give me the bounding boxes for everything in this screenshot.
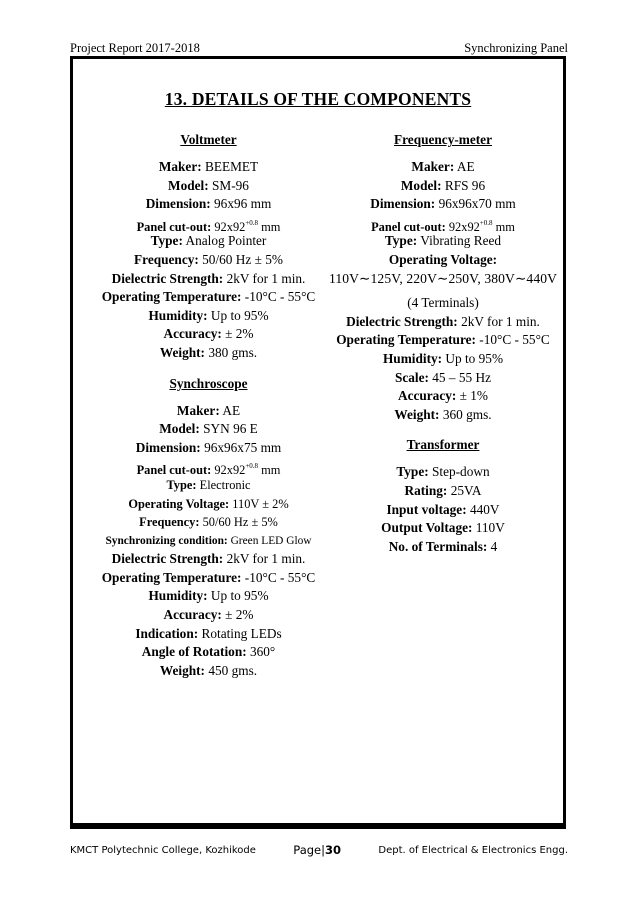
running-header	[70, 40, 568, 56]
spec-key: Operating Temperature:	[101, 569, 242, 585]
spec-key: Type:	[384, 233, 418, 249]
spec-value: SYN 96 E	[203, 421, 258, 437]
spec-key: Dielectric Strength:	[346, 313, 458, 329]
spec-row	[80, 344, 337, 363]
spec-row	[323, 519, 563, 538]
spec-value: Step-down	[431, 464, 490, 480]
left-column	[80, 131, 337, 680]
spec-row	[80, 288, 337, 307]
spec-value: 440V	[469, 501, 500, 517]
spec-key: Indication:	[135, 625, 199, 641]
spec-row	[80, 439, 337, 458]
spec-value: -10°C - 55°C	[244, 289, 316, 305]
spec-key: Weight:	[159, 662, 205, 678]
spec-row	[323, 177, 563, 196]
spec-value: Vibrating Reed	[420, 233, 502, 249]
footer-department: Dept. of Electrical & Electronics Engg.	[378, 844, 568, 856]
section-title	[73, 89, 563, 110]
spec-value: 4	[490, 538, 498, 554]
spec-key: Operating Voltage:	[128, 496, 230, 511]
page-number-value: 30	[325, 843, 342, 857]
spec-value: 92x92	[214, 463, 246, 478]
spec-unit: mm	[261, 463, 281, 478]
footer-college: KMCT Polytechnic College, Kozhikode	[70, 844, 256, 856]
terminals-note: (4 Terminals)	[407, 295, 479, 311]
spec-value: 50/60 Hz ± 5%	[202, 515, 278, 530]
spec-value: 110V ± 2%	[232, 496, 289, 511]
spec-key: Accuracy:	[397, 388, 457, 404]
spec-value: 2kV for 1 min.	[461, 313, 540, 329]
spec-row	[323, 463, 563, 482]
spec-value: 96x96 mm	[214, 196, 272, 212]
spec-key: Input voltage:	[386, 501, 467, 517]
spec-key: Dimension:	[370, 196, 436, 212]
spec-row	[80, 550, 337, 569]
spec-key: Frequency:	[134, 251, 199, 267]
spacer	[323, 424, 563, 436]
spec-key: Synchronizing condition:	[105, 534, 228, 547]
spec-key: Angle of Rotation:	[141, 644, 247, 660]
spec-key: Dimension:	[135, 439, 201, 455]
spec-row	[323, 214, 563, 233]
spec-key: Panel cut-out:	[136, 219, 212, 234]
spec-value: AE	[456, 159, 475, 174]
spec-row	[80, 625, 337, 644]
spec-row	[80, 513, 337, 532]
spec-key: Dimension:	[145, 196, 211, 212]
spec-row	[80, 569, 337, 588]
spec-key: Output Voltage:	[381, 520, 473, 536]
spec-value: Analog Pointer	[185, 233, 267, 249]
spec-value: 50/60 Hz ± 5%	[202, 251, 283, 267]
spec-row	[80, 402, 337, 421]
spec-row	[323, 313, 563, 332]
spec-value: AE	[222, 402, 241, 418]
spec-key: Type:	[166, 477, 197, 492]
spec-row	[80, 643, 337, 662]
tolerance-superscript: +0.8	[245, 218, 259, 227]
tolerance-superscript: +0.8	[245, 462, 259, 471]
spec-key: Humidity:	[382, 350, 443, 366]
spec-key: Model:	[159, 421, 200, 437]
spec-row	[323, 251, 563, 270]
spec-key: Maker:	[411, 159, 455, 174]
spec-value: 110V	[475, 520, 505, 536]
header-project-report: Project Report 2017-2018	[70, 41, 200, 55]
spec-value: -10°C - 55°C	[244, 569, 316, 585]
spec-row	[80, 495, 337, 514]
synchroscope-specs	[80, 402, 337, 681]
voltage-ranges: 110V∼125V, 220V∼250V, 380V∼440V	[328, 270, 558, 286]
spec-row	[80, 195, 337, 214]
spec-row	[80, 457, 337, 476]
spec-key: Scale:	[394, 369, 429, 385]
spec-row	[80, 232, 337, 251]
spec-key: Dielectric Strength:	[111, 270, 224, 286]
spec-value: Rotating LEDs	[201, 625, 282, 641]
spec-row	[80, 307, 337, 326]
spec-row	[80, 214, 337, 233]
spec-row	[80, 325, 337, 344]
frequency-meter-heading: Frequency-meter	[394, 132, 492, 147]
page-frame	[70, 56, 566, 826]
spec-row	[80, 158, 337, 177]
spec-value: ± 2%	[225, 607, 254, 623]
spec-value: 380 gms.	[208, 344, 258, 360]
synchroscope-heading: Synchroscope	[169, 375, 248, 391]
spec-key: Dielectric Strength:	[111, 551, 224, 567]
spec-key: Accuracy:	[163, 607, 222, 623]
spec-value: 45 – 55 Hz	[432, 369, 492, 385]
voltmeter-heading: Voltmeter	[180, 132, 237, 147]
spec-value: Up to 95%	[210, 307, 269, 323]
spec-value: -10°C - 55°C	[479, 332, 550, 348]
spec-key: Rating:	[404, 482, 448, 498]
spec-row	[80, 270, 337, 289]
page-number	[293, 843, 341, 857]
spec-value: Electronic	[199, 477, 251, 492]
section-title-text: 13. DETAILS OF THE COMPONENTS	[164, 89, 472, 109]
spec-key: Operating Temperature:	[101, 289, 242, 305]
spec-value: 450 gms.	[208, 662, 258, 678]
spec-key: Humidity:	[148, 588, 208, 604]
tolerance-superscript: +0.8	[479, 218, 493, 227]
spec-key: Accuracy:	[163, 326, 222, 342]
spec-value: Up to 95%	[445, 350, 504, 366]
spec-key: Weight:	[159, 344, 205, 360]
spec-value: SM-96	[212, 177, 249, 193]
spec-unit: mm	[261, 219, 281, 234]
spec-value: 360 gms.	[442, 406, 492, 422]
spec-row	[80, 251, 337, 270]
spec-row	[80, 532, 337, 551]
spec-value: ± 1%	[459, 388, 489, 404]
spec-key: Weight:	[394, 406, 440, 422]
spec-key: Frequency:	[139, 515, 200, 530]
spec-row	[323, 369, 563, 388]
spec-value: BEEMET	[204, 159, 259, 174]
spec-row	[323, 406, 563, 425]
right-column	[323, 131, 563, 556]
spec-value: 360°	[249, 644, 276, 660]
spec-key: Humidity:	[148, 307, 208, 323]
spec-row	[323, 501, 563, 520]
spec-key: Panel cut-out:	[136, 463, 212, 478]
spec-value: RFS 96	[444, 177, 486, 193]
spec-unit: mm	[495, 219, 515, 234]
voltmeter-specs	[80, 158, 337, 363]
spec-key: Operating Voltage:	[388, 251, 498, 267]
spec-value: 25VA	[450, 482, 482, 498]
spec-row	[323, 158, 563, 177]
spec-row	[80, 420, 337, 439]
transformer-specs	[323, 463, 563, 556]
spec-row	[80, 662, 337, 681]
spec-row	[323, 195, 563, 214]
spec-value: 92x92	[214, 219, 246, 234]
spec-value: Up to 95%	[210, 588, 269, 604]
spec-key: No. of Terminals:	[388, 538, 488, 554]
spec-row	[80, 587, 337, 606]
page-label: Page|	[293, 843, 325, 857]
spec-row	[323, 350, 563, 369]
spec-row	[323, 538, 563, 557]
spec-row	[80, 606, 337, 625]
spec-row	[323, 387, 563, 406]
spec-value: ± 2%	[225, 326, 254, 342]
frequency-meter-specs	[323, 158, 563, 424]
spec-key: Type:	[150, 233, 183, 249]
spacer	[80, 363, 337, 375]
spec-key: Model:	[168, 177, 209, 193]
spec-value: 96x96x75 mm	[204, 439, 282, 455]
spec-row	[323, 232, 563, 251]
spec-key: Panel cut-out:	[371, 219, 446, 234]
running-footer	[70, 842, 568, 858]
spec-key: Operating Temperature:	[336, 332, 476, 348]
spec-key: Model:	[400, 177, 442, 193]
spec-value: 96x96x70 mm	[438, 196, 516, 212]
spec-row	[323, 331, 563, 350]
spec-key: Maker:	[176, 402, 220, 418]
spec-value: Green LED Glow	[230, 534, 312, 547]
spec-value: 2kV for 1 min.	[226, 551, 306, 567]
spec-row	[80, 476, 337, 495]
spec-value: 92x92	[448, 219, 480, 234]
header-report-title: Synchronizing Panel	[464, 41, 568, 55]
transformer-heading: Transformer	[406, 437, 480, 453]
spec-key: Maker:	[158, 159, 202, 174]
spec-key: Type:	[396, 464, 429, 480]
spec-value: 2kV for 1 min.	[226, 270, 306, 286]
spec-row	[80, 177, 337, 196]
spec-row	[323, 482, 563, 501]
